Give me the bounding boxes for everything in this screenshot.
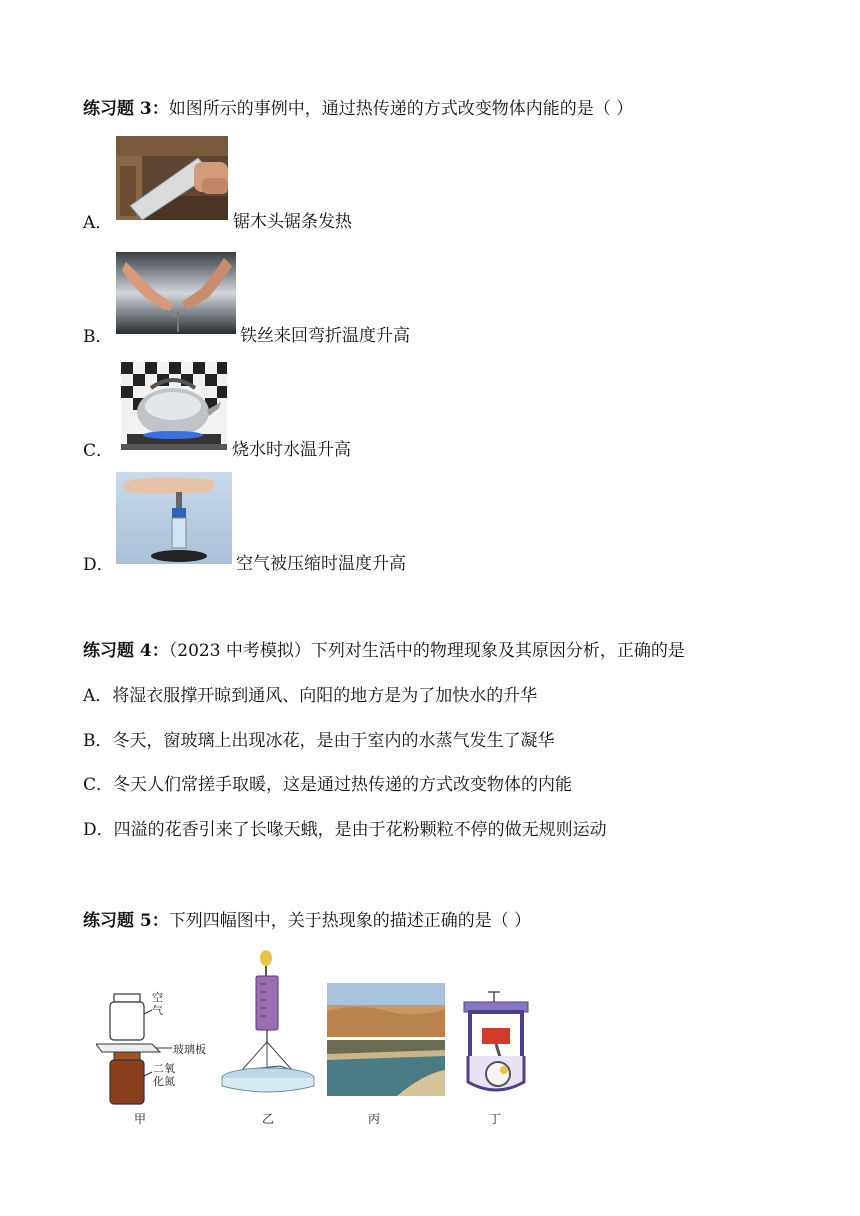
q3-label: 练习题 3 [83,99,152,119]
q3-option-c-text: 烧水时水温升高 [232,440,351,460]
ding-caption: 丁 [489,1112,502,1126]
desert-photo [327,983,445,1037]
sea-photo [327,1040,445,1096]
q4-option-c-text: 冬天人们常搓手取暖，这是通过热传递的方式改变物体的内能 [113,775,573,795]
q3-colon: ： [151,99,169,119]
q4-option-b-text: 冬天，窗玻璃上出现冰花，是由于室内的水蒸气发生了凝华 [112,731,555,751]
q4-stem [83,636,685,661]
q4-colon: ： [151,641,169,661]
q4-option-d [83,815,607,840]
air-compression-image [116,472,232,564]
q4-label: 练习题 4 [83,641,152,661]
jia-glass-label: 玻璃板 [173,1043,206,1056]
q3-option-c-letter: C． [83,441,114,461]
jia-air-label-1: 空 [152,991,163,1004]
q3-option-d-text: 空气被压缩时温度升高 [236,554,406,574]
q3-option-b-text: 铁丝来回弯折温度升高 [240,326,410,346]
q4-option-b [83,726,555,751]
q5-stem [83,906,531,931]
kettle-stove-image [121,362,227,450]
q3-stem-text: 如图所示的事例中，通过热传递的方式改变物体内能的是（ ） [168,99,634,119]
q3-option-b-letter: B． [83,327,113,347]
q3-option-a-text: 锯木头锯条发热 [233,212,352,232]
jia-gas-label [153,1062,175,1088]
q3-option-a-letter: A． [83,213,113,233]
jia-air-label [152,991,163,1017]
bending-wire-image [116,252,236,334]
q4-option-b-letter: B． [83,731,113,751]
q4-option-a-text: 将湿衣服撑开晾到通风、向阳的地方是为了加快水的升华 [112,686,538,706]
q4-option-c-letter: C． [83,775,114,795]
q3-option-d-letter: D． [83,555,114,575]
q3-stem [83,94,633,119]
bing-caption: 丙 [368,1112,381,1126]
q5-label: 练习题 5 [83,911,152,931]
q4-option-a [83,681,537,706]
q4-option-d-letter: D． [83,820,114,840]
jia-air-label-2: 气 [152,1004,163,1017]
jia-caption: 甲 [134,1112,147,1126]
engine-cylinder-figure [458,990,534,1096]
jia-gas-label-1: 二氧 [153,1062,175,1075]
q4-option-a-letter: A． [83,686,113,706]
q5-colon: ： [151,911,169,931]
q4-stem-text: （2023 中考模拟）下列对生活中的物理现象及其原因分析，正确的是 [168,641,685,661]
yi-caption: 乙 [262,1112,275,1126]
q5-stem-text: 下列四幅图中，关于热现象的描述正确的是（ ） [168,911,532,931]
saw-wood-image [116,136,228,220]
spring-scale-figure [218,948,318,1108]
q4-option-c [83,770,572,795]
jia-gas-label-2: 化氮 [153,1075,175,1088]
q4-option-d-text: 四溢的花香引来了长喙天蛾，是由于花粉颗粒不停的做无规则运动 [113,820,607,840]
